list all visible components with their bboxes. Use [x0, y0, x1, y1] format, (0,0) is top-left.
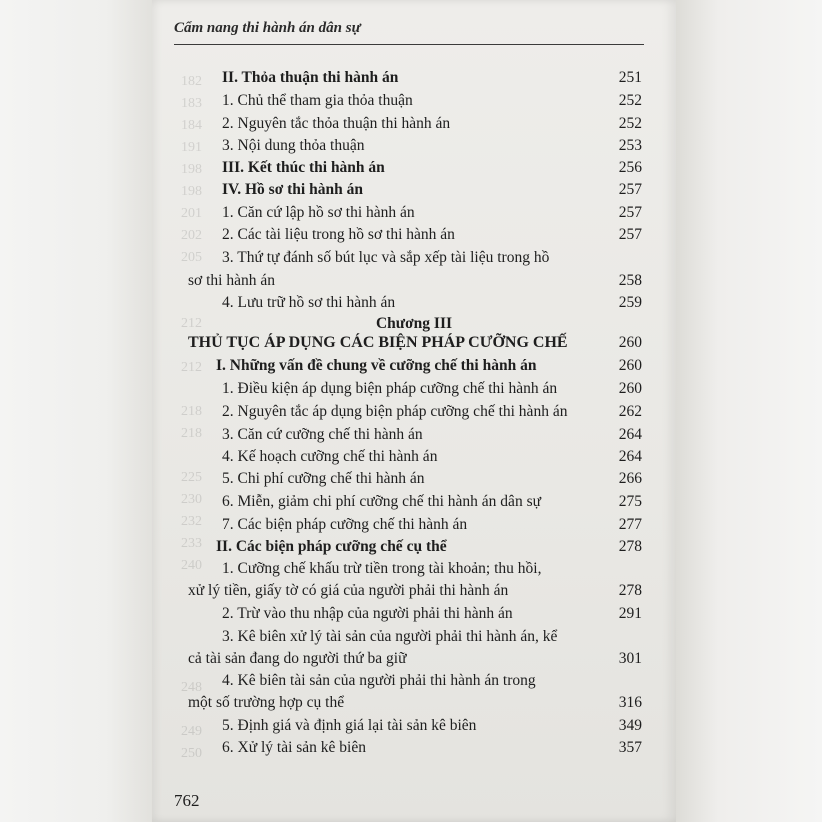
toc-entry-title: 3. Nội dung thỏa thuận: [222, 137, 365, 154]
toc-entry-page: 252: [618, 115, 642, 132]
toc-entry: [152, 491, 676, 513]
toc-entry: [152, 270, 676, 292]
toc-entry-page: 301: [618, 650, 642, 667]
toc-entry: [152, 446, 676, 468]
toc-entry-title: 2. Nguyên tắc áp dụng biện pháp cưỡng chế thi hành án: [222, 403, 568, 420]
toc-entry-title: III. Kết thúc thi hành án: [222, 159, 385, 176]
toc-entry-page: 251: [618, 69, 642, 86]
toc-entry: [152, 737, 676, 759]
toc-entry-title: 3. Thứ tự đánh số bút lục và sắp xếp tài liệu trong hồ: [222, 249, 550, 266]
toc-entry-page: 252: [618, 92, 642, 109]
toc-entry-page: 257: [618, 204, 642, 221]
toc-entry: [152, 157, 676, 179]
toc-entry-page: 316: [618, 694, 642, 711]
toc-entry-title: 3. Căn cứ cưỡng chế thi hành án: [222, 426, 423, 443]
toc-entry-page: 253: [618, 137, 642, 154]
toc-entry: [152, 558, 676, 580]
toc-entry-page: 266: [618, 470, 642, 487]
scan-background-left: [0, 0, 152, 822]
chapter-label: Chương III: [375, 315, 453, 332]
toc-entry-title: 7. Các biện pháp cưỡng chế thi hành án: [222, 516, 468, 533]
toc-entry-page: 257: [618, 181, 642, 198]
toc-entry-page: 264: [618, 448, 642, 465]
toc-entry-page: 291: [618, 605, 642, 622]
toc-entry: [152, 468, 676, 490]
toc-entry-title: sơ thi hành án: [188, 272, 275, 289]
toc-entry-page: 264: [618, 426, 642, 443]
toc-entry: [152, 715, 676, 737]
toc-entry: [152, 401, 676, 423]
table-of-contents: [152, 0, 676, 822]
toc-entry: [152, 692, 676, 714]
toc-entry-title: 4. Kê biên tài sản của người phải thi hành án trong: [222, 672, 536, 689]
toc-entry-title: 4. Lưu trữ hồ sơ thi hành án: [222, 294, 396, 311]
toc-entry-page: 259: [618, 294, 642, 311]
toc-entry-page: 357: [618, 739, 642, 756]
toc-entry: [152, 247, 676, 269]
chapter-title: THỦ TỤC ÁP DỤNG CÁC BIỆN PHÁP CƯỠNG CHẾ: [188, 334, 568, 351]
toc-entry: [152, 179, 676, 201]
toc-entry-title: IV. Hồ sơ thi hành án: [222, 181, 363, 198]
toc-entry-page: 260: [618, 357, 642, 374]
toc-entry: [152, 648, 676, 670]
toc-entry-title: 1. Cưỡng chế khấu trừ tiền trong tài khoản; thu hồi,: [222, 560, 542, 577]
toc-entry-title: 5. Định giá và định giá lại tài sản kê biên: [222, 717, 477, 734]
toc-entry-page: 262: [618, 403, 642, 420]
toc-entry: [152, 626, 676, 648]
toc-entry: [152, 514, 676, 536]
toc-entry-title: 6. Miễn, giảm chi phí cưỡng chế thi hành án dân sự: [222, 493, 541, 510]
toc-entry: [152, 580, 676, 602]
toc-entry-title: 2. Các tài liệu trong hồ sơ thi hành án: [222, 226, 455, 243]
toc-entry-title: 1. Điều kiện áp dụng biện pháp cưỡng chế thi hành án: [222, 380, 558, 397]
toc-entry-title: 1. Chủ thể tham gia thỏa thuận: [222, 92, 413, 109]
toc-entry: [152, 355, 676, 377]
toc-entry: [152, 292, 676, 314]
toc-entry: [152, 67, 676, 89]
toc-entry-title: 2. Trừ vào thu nhập của người phải thi hành án: [222, 605, 513, 622]
toc-entry-page: 278: [618, 582, 642, 599]
toc-entry-title: 2. Nguyên tắc thỏa thuận thi hành án: [222, 115, 451, 132]
toc-entry-page: 256: [618, 159, 642, 176]
toc-entry: [152, 202, 676, 224]
toc-entry-page: 277: [618, 516, 642, 533]
toc-entry: [152, 135, 676, 157]
chapter-page: 260: [618, 334, 642, 351]
scan-background-right: [674, 0, 822, 822]
toc-entry-page: 275: [618, 493, 642, 510]
toc-entry-title: xử lý tiền, giấy tờ có giá của người phải thi hành án: [188, 582, 509, 599]
toc-entry: [152, 90, 676, 112]
toc-entry-title: 1. Căn cứ lập hồ sơ thi hành án: [222, 204, 415, 221]
toc-entry: [152, 670, 676, 692]
toc-entry-title: 5. Chi phí cưỡng chế thi hành án: [222, 470, 425, 487]
toc-entry-title: II. Thỏa thuận thi hành án: [222, 69, 399, 86]
toc-entry-page: 258: [618, 272, 642, 289]
toc-entry: [152, 113, 676, 135]
toc-entry-page: 257: [618, 226, 642, 243]
toc-entry-page: 260: [618, 380, 642, 397]
toc-entry-title: 3. Kê biên xử lý tài sản của người phải thi hành án, kể: [222, 628, 558, 645]
toc-entry: [152, 224, 676, 246]
toc-entry-page: 278: [618, 538, 642, 555]
header-title: Cẩm nang thi hành án dân sự: [174, 20, 361, 36]
toc-entry: [152, 536, 676, 558]
toc-entry-title: II. Các biện pháp cưỡng chế cụ thể: [216, 538, 447, 555]
toc-entry-page: 349: [618, 717, 642, 734]
toc-entry-title: cả tài sản đang do người thứ ba giữ: [188, 650, 407, 667]
toc-entry-title: 6. Xử lý tài sản kê biên: [222, 739, 366, 756]
toc-entry: [152, 424, 676, 446]
chapter-heading: [152, 332, 676, 354]
toc-entry-title: I. Những vấn đề chung về cưỡng chế thi hành án: [216, 357, 537, 374]
toc-entry-title: một số trường hợp cụ thể: [188, 694, 345, 711]
toc-entry-title: 4. Kế hoạch cưỡng chế thi hành án: [222, 448, 438, 465]
book-page: Cẩm nang thi hành án dân sự 182 183 184 191 198 198 201 202 205 212 212 218 218 225 230 232 233 240 248 249 250 II. Thỏa thuận thi hành án 251 1. Chủ thể tham gia thỏa thuận 252 2. Nguyên tắc thỏa thuận thi hành án 252 3. Nội dung thỏa thuận 253 III. Kết thúc thi hành án 256 IV. Hồ sơ thi hành án 257 1. Căn cứ lập hồ sơ thi hành án 257 2. Các tài liệu trong hồ sơ thi hành án 257 3. Thứ tự đánh số bút lục và sắp xếp tài liệu trong hồ sơ thi hành án 258 4. Lưu trữ hồ sơ thi hành án 259 Chương III THỦ TỤC ÁP DỤNG CÁC BIỆN PHÁP CƯỠNG CHẾ 260 I. Những vấn đề chung về cưỡng chế thi hành án 260 1. Điều kiện áp dụng biện pháp cưỡng chế thi hành án 260 2. Nguyên tắc áp dụng biện pháp cưỡng chế thi hành án 262 3. Căn cứ cưỡng chế thi hành án 264 4. Kế hoạch cưỡng chế thi hành án 264 5. Chi phí cưỡng chế thi hành án 266 6. Miễn, giảm chi phí cưỡng chế thi hành án dân sự 275 7. Các biện pháp cưỡng chế thi hành án 277 II. Các biện pháp cưỡng chế cụ thể 278 1. Cưỡng chế khấu trừ tiền trong tài khoản; thu hồi, xử lý tiền, giấy tờ có giá của người phải thi hành án 278 2. Trừ vào thu nhập của người phải thi hành án 291 3. Kê biên xử lý tài sản của người phải thi hành án, kể cả tài sản đang do người thứ ba giữ 301 4. Kê biên tài sản của người phải thi hành án trong một số trường hợp cụ thể 316 5. Định giá và định giá lại tài sản kê biên 349 6. Xử lý tài sản kê biên 357 762: [152, 0, 676, 822]
page-number: 762: [174, 791, 200, 810]
toc-entry: [152, 378, 676, 400]
toc-entry: [152, 603, 676, 625]
